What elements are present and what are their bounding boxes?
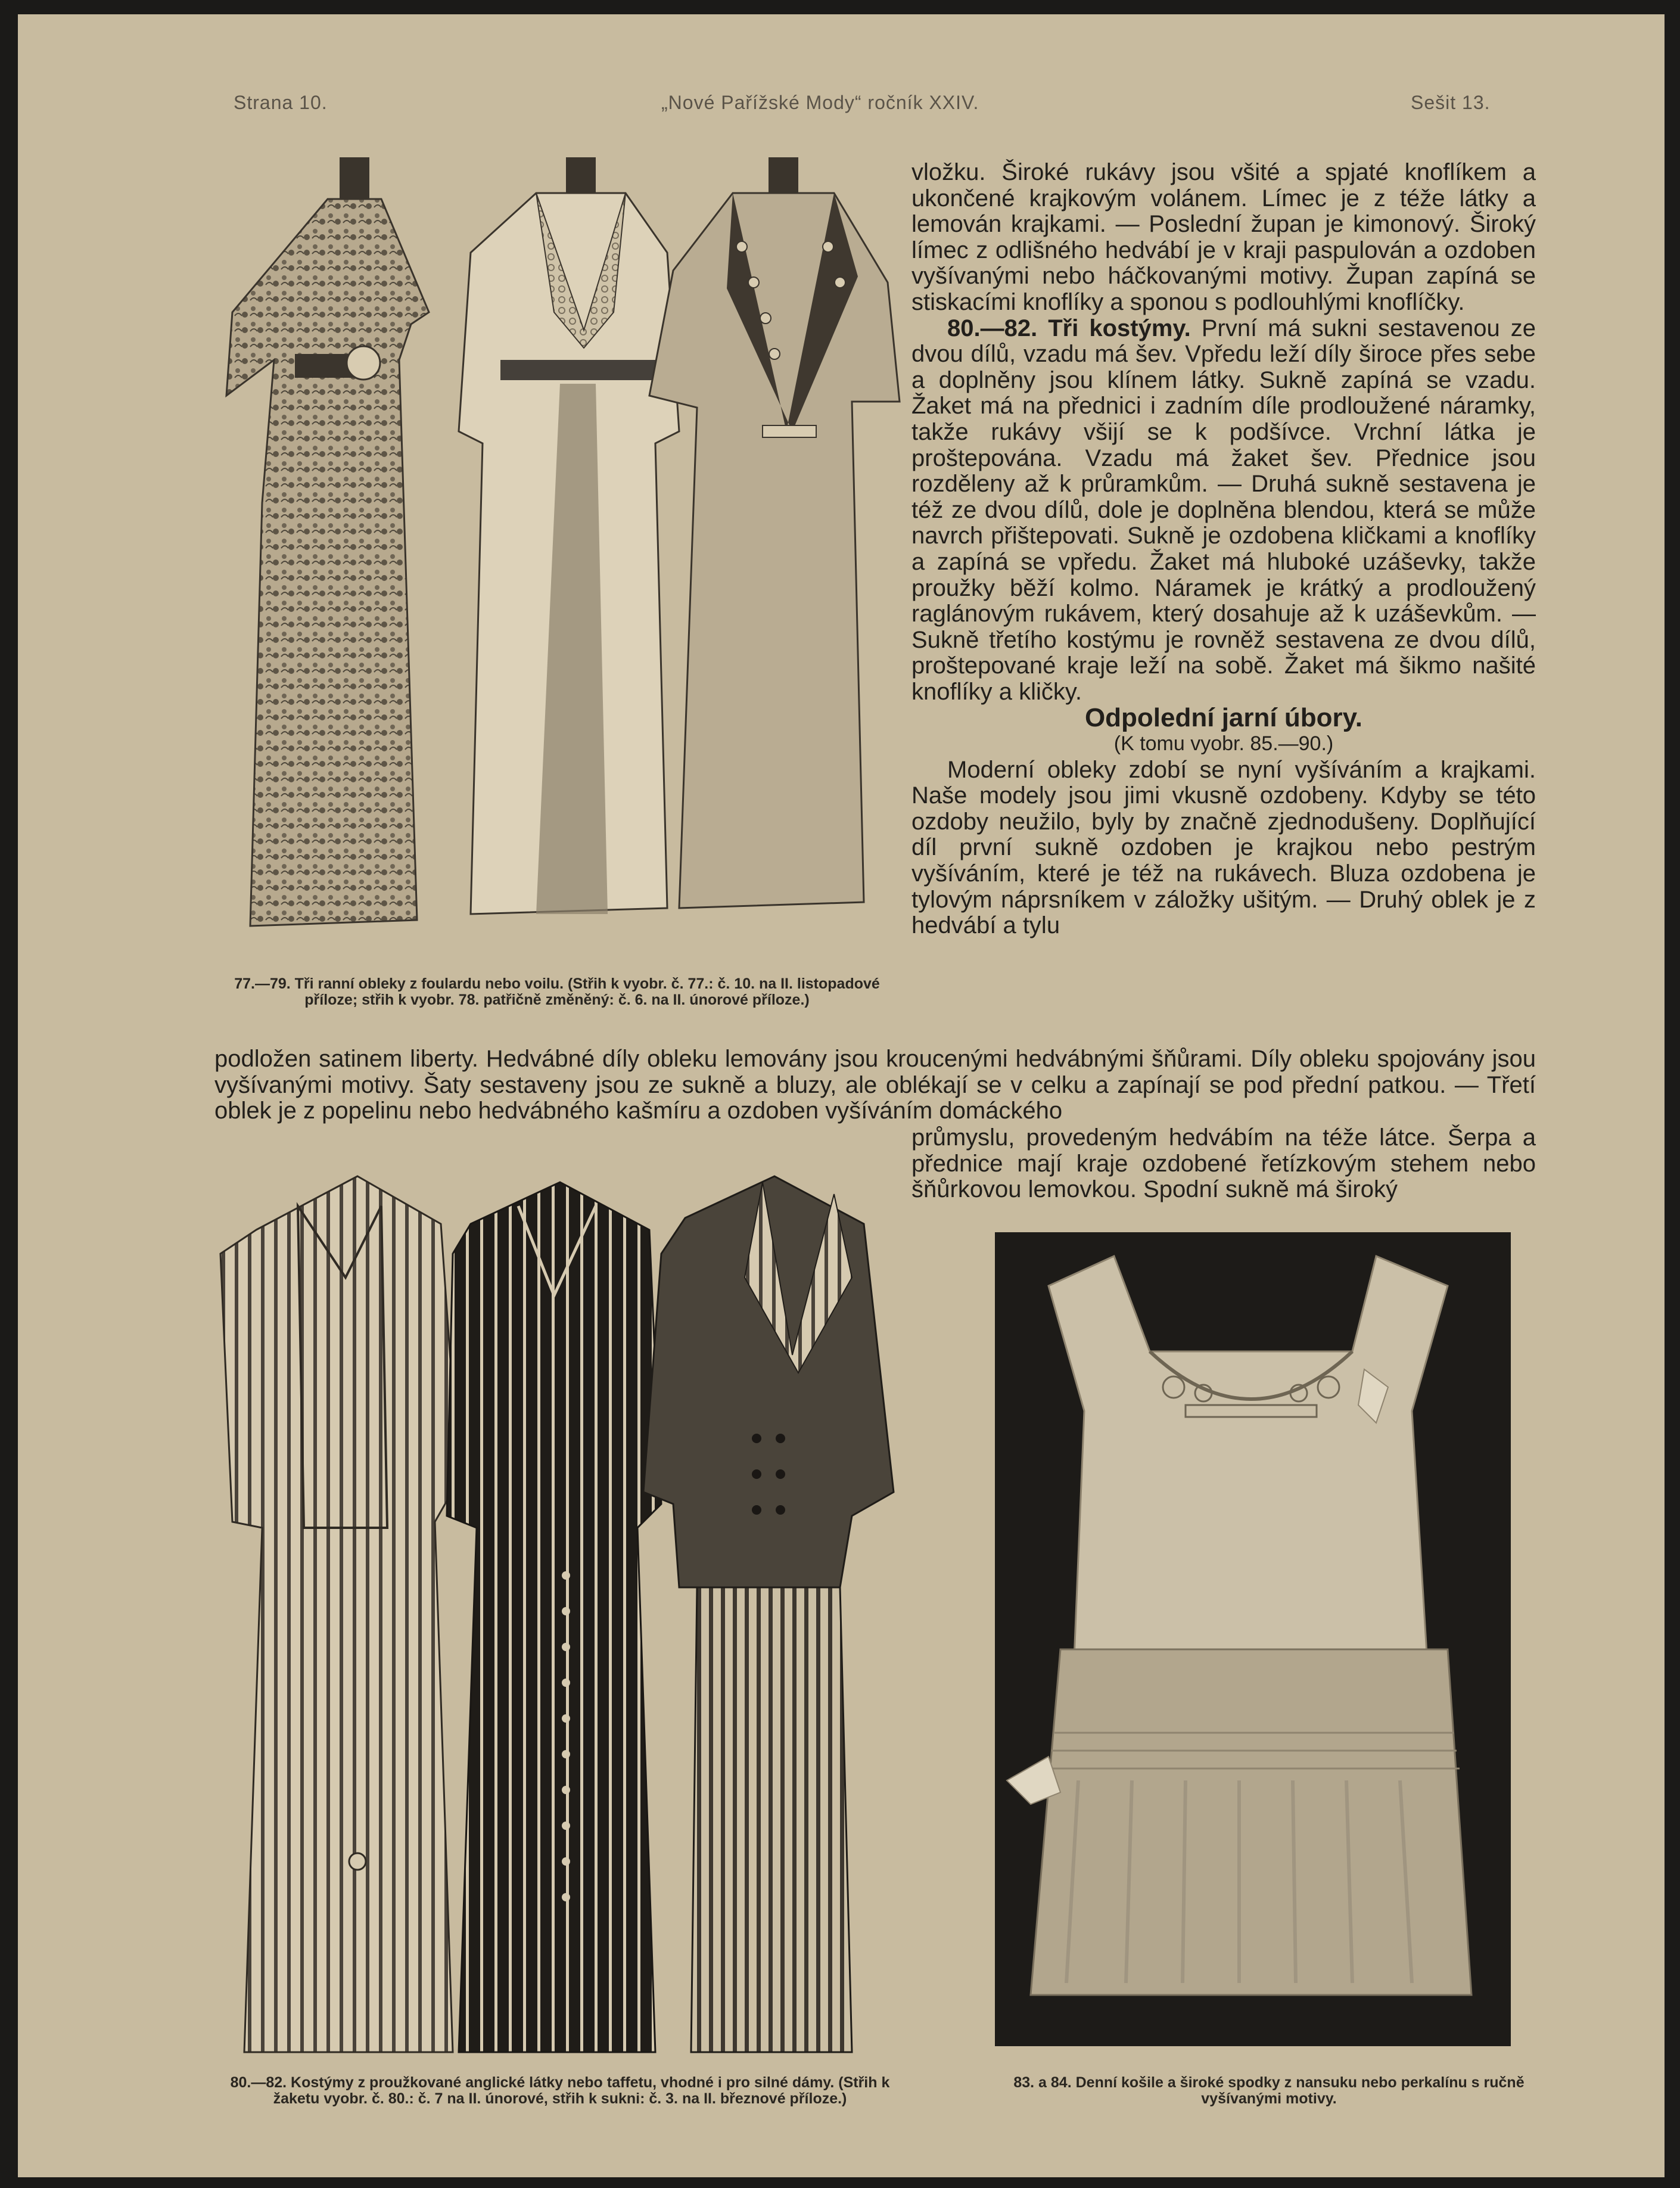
gown-kimono (649, 157, 900, 908)
text-wide-paragraph: podložen satinem liberty. Hedvábné díly obleku lemovány jsou kroucenými hedvábnými šňůrami. Díly obleku spojovány jsou vyšívanými motivy. Šaty sestaveny jsou ze sukně a bluzy, ale oblékají se v celku a zapínají se pod přední patkou. — Třetí oblek je z popelinu nebo hedvábného kašmíru a ozdoben vyšíváním domáckého (214, 1046, 1536, 1124)
paragraph-three-costumes: 80.—82. Tři kostýmy. První má sukni sestavenou ze dvou dílů, vzadu má šev. Vpředu leží díly široce přes sebe a doplněny jsou klínem látky. Sukně zapíná se vzadu. Žaket má na přednici i zadním díle prodloužené náramky, takže rukávy všijí se k podšívce. Vrchní látka je proštepována. Vzadu má žaket šev. Přednice jsou rozděleny až k průramkům. — Druhá sukně sestavena je též ze dvou dílů, dole je doplněna blendou, která se může navrch přištepovati. Sukně je ozdobena kličkami a knoflíky a zapíná se vpředu. Žaket má hluboké uzáševky, takže proužky běží kolmo. Náramek je krátký a prodloužený raglánovým rukávem, který dosahuje až k uzáševkům. — Sukně třetího kostýmu je rovněž sestavena ze dvou dílů, proštepované kraje leží na sobě. Žaket má šikmo našité knoflíky a kličky. (911, 315, 1536, 705)
illustration-striped-costumes (209, 1158, 911, 2064)
paragraph-gowns-end: vložku. Široké rukávy jsou všité a spjaté knoflíkem a ukončené krajkovým volánem. Límec je z téže látky a lemován krajkami. — Poslední župan je kimonový. Široký límec z odlišného hedvábí je v kraji paspulován a ozdoben vyšívanými nebo háčkovanými motivy. Župan zapíná se stiskacími knoflíky a sponou s podlouhlými knoflíčky. (911, 159, 1536, 315)
chemise (1049, 1256, 1448, 1703)
gown-floral (226, 157, 429, 926)
costume-dark-stripes (447, 1182, 661, 2052)
issue-number: Sešit 13. (1411, 92, 1491, 113)
illustration-morning-gowns (203, 133, 906, 950)
caption-figures-83-84: 83. a 84. Denní košile a široké spodky z nansuku nebo perkalínu s ručně vyšívanými motivy. (1013, 2074, 1525, 2107)
page-number: Strana 10. (234, 92, 328, 113)
text-column-continuation: průmyslu, provedeným hedvábím na téže látce. Šerpa a přednice mají kraje ozdobené řetízkovým stehem nebo šňůrkovou lemovkou. Spodní sukně má široký (911, 1124, 1536, 1203)
caption-figures-80-82: 80.—82. Kostýmy z proužkované anglické látky nebo taffetu, vhodné i pro silné dámy. (Střih k žaketu vyobr. č. 80.: č. 7 na II. únorové, střih k sukni: č. 3. na II. březnové příloze.) (230, 2074, 890, 2107)
costume-plain-jacket (643, 1176, 894, 2052)
paragraph-afternoon-dresses: Moderní obleky zdobí se nyní vyšíváním a krajkami. Naše modely jsou jimi vkusně ozdobeny. Kdyby se této ozdoby neužilo, byly by značně zjednodušeny. Doplňující díl první sukně ozdoben je krajkou nebo pestrým vyšíváním, které je též na rukávech. Bluza ozdobena je tylovým náprsníkem v záložky ušitým. — Druhý oblek je z hedvábí a tylu (911, 756, 1536, 939)
magazine-page (18, 14, 1665, 2177)
text-column-upper (911, 160, 1536, 939)
costume-light-stripes (220, 1176, 459, 2052)
wide-drawers (1007, 1649, 1471, 1995)
section-lead-80-82: 80.—82. Tři kostýmy. (947, 315, 1191, 341)
section-subheading: (K tomu vyobr. 85.—90.) (1113, 732, 1334, 756)
photo-chemise-and-drawers (995, 1232, 1511, 2046)
gown-satin (459, 157, 679, 914)
magazine-title: „Nové Pařížské Mody“ ročník XXIV. (661, 92, 979, 113)
section-heading-afternoon: Odpolední jarní úbory. (1084, 703, 1363, 733)
caption-figures-77-79: 77.—79. Tři ranní obleky z foulardu nebo voilu. (Střih k vyobr. č. 77.: č. 10. na II. listopadové příloze; střih k vyobr. 78. patřičně změněný: č. 6. na II. únorové příloze.) (234, 975, 880, 1008)
